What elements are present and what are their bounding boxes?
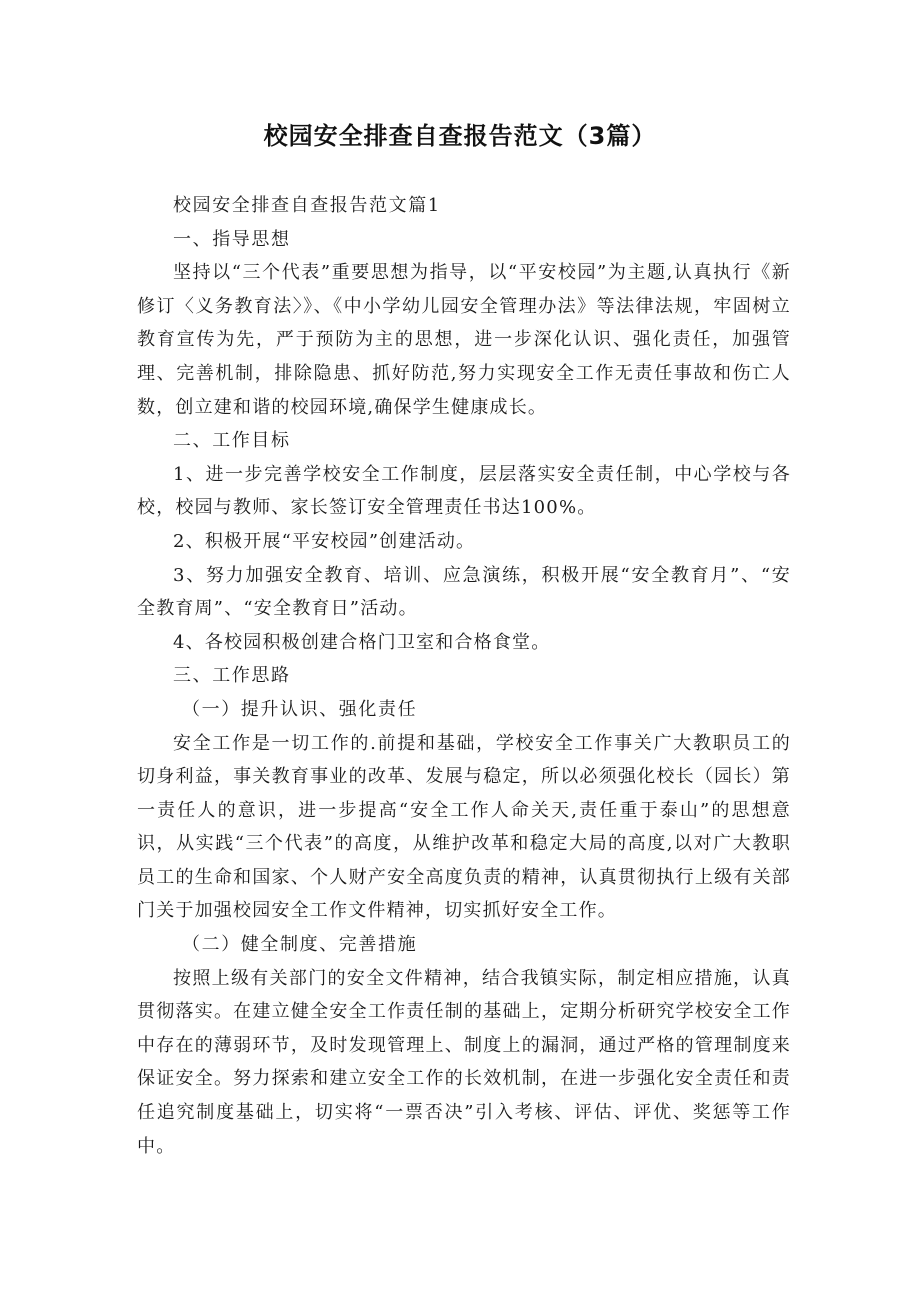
document-body — [137, 189, 791, 1163]
subheading-awareness: （一）提升认识、强化责任 — [182, 698, 418, 720]
paragraph: 2、积极开展“平安校园”创建活动。 — [173, 530, 476, 552]
section-subtitle: 校园安全排查自查报告范文篇1 — [173, 195, 441, 216]
paragraph: 4、各校园积极创建合格门卫室和合格食堂。 — [173, 631, 551, 653]
heading-work-goals: 二、工作目标 — [173, 430, 291, 452]
paragraph: 3、努力加强安全教育、培训、应急演练，积极开展“安全教育月”、“安全教育周”、“安全教育日”活动。 — [137, 564, 791, 620]
heading-work-approach: 三、工作思路 — [173, 665, 291, 687]
subheading-systems: （二）健全制度、完善措施 — [182, 934, 418, 956]
heading-guiding-ideology: 一、指导思想 — [173, 228, 291, 250]
paragraph: 安全工作是一切工作的.前提和基础，学校安全工作事关广大教职员工的切身利益，事关教育事业的改革、发展与稳定，所以必须强化校长（园长）第一责任人的意识，进一步提高“安全工作人命关天,责任重于泰山”的思想意识，从实践“三个代表”的高度，从维护改革和稳定大局的高度,以对广大教职员工的生命和国家、个人财产安全高度负责的精神，认真贯彻执行上级有关部门关于加强校园安全工作文件精神，切实抓好安全工作。 — [137, 732, 791, 922]
paragraph: 1、进一步完善学校安全工作制度，层层落实安全责任制，中心学校与各校，校园与教师、家长签订安全管理责任书达100%。 — [137, 463, 791, 519]
document-title: 校园安全排查自查报告范文（3篇） — [263, 122, 657, 150]
paragraph: 按照上级有关部门的安全文件精神，结合我镇实际，制定相应措施，认真贯彻落实。在建立健全安全工作责任制的基础上，定期分析研究学校安全工作中存在的薄弱环节，及时发现管理上、制度上的漏洞，通过严格的管理制度来保证安全。努力探索和建立安全工作的长效机制，在进一步强化安全责任和责任追究制度基础上，切实将“一票否决”引入考核、评估、评优、奖惩等工作中。 — [137, 967, 791, 1157]
paragraph: 坚持以“三个代表”重要思想为指导，以“平安校园”为主题,认真执行《新修订〈义务教育法〉》、《中小学幼儿园安全管理办法》等法律法规，牢固树立教育宣传为先，严于预防为主的思想，进一步深化认识、强化责任，加强管理、完善机制，排除隐患、抓好防范,努力实现安全工作无责任事故和伤亡人数，创立建和谐的校园环境,确保学生健康成长。 — [137, 262, 791, 418]
